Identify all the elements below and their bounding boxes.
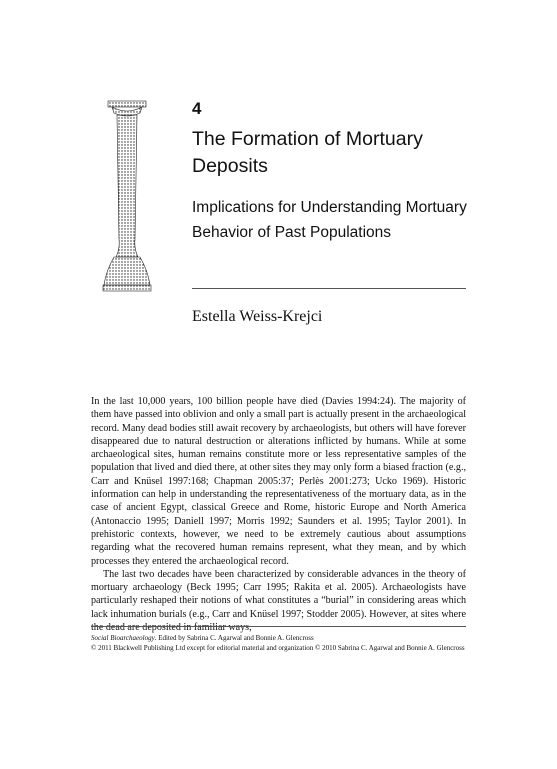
chapter-subtitle: Implications for Understanding Mortuary Behavior of Past Populations	[192, 199, 467, 241]
book-title: Social Bioarchaeology	[91, 634, 155, 642]
chapter-number: 4	[192, 99, 202, 118]
footnote-divider	[91, 626, 466, 627]
title-divider	[192, 288, 466, 289]
paragraph: The last two decades have been characterized by considerable advances in the theory of mortuary archaeology (Beck 1995; Carr 1995; Rakita et al. 2005). Archaeologists have particularly reshaped their notions of what constitutes a “burial” in considering areas which lack inhumation burials (e.g., Carr and Knüsel 1997; Stodder 2005). However, at sites where the dead are deposited in familiar ways,	[91, 568, 466, 634]
editors-line: . Edited by Sabrina C. Agarwal and Bonnie A. Glencross	[154, 634, 314, 642]
column-ornament-icon	[100, 99, 154, 295]
body-text	[91, 395, 466, 634]
footnote	[91, 633, 481, 653]
chapter-title: The Formation of Mortuary Deposits	[192, 128, 423, 177]
chapter-author: Estella Weiss-Krejci	[192, 308, 323, 325]
footnote-book-line	[91, 633, 481, 643]
copyright-line: © 2011 Blackwell Publishing Ltd except for editorial material and organization © 2010 Sabrina C. Agarwal and Bonnie A. Glencross	[91, 644, 465, 652]
paragraph: In the last 10,000 years, 100 billion people have died (Davies 1994:24). The majority of them have passed into oblivion and only a small part is actually present in the archaeological record. Many dead bodies still await recovery by archaeologists, but others will have forever disappeared due to natural destruction or alterations inflicted by humans. While at some archaeological sites, human remains constitute more or less representative samples of the population that lived and died there, at other sites they may only form a biased fraction (e.g., Carr and Knüsel 1997:168; Chapman 2005:37; Perlès 2001:273; Ucko 1969). Historic information can help in understanding the representativeness of the mortuary data, as in the case of ancient Egypt, classical Greece and Rome, historic Europe and North America (Antonaccio 1995; Daniell 1997; Morris 1992; Saunders et al. 1995; Taylor 2001). In prehistoric contexts, however, we need to be extremely cautious about assumptions regarding what the recovered human remains represent, what they mean, and by which processes they entered the archaeological record.	[91, 396, 466, 567]
